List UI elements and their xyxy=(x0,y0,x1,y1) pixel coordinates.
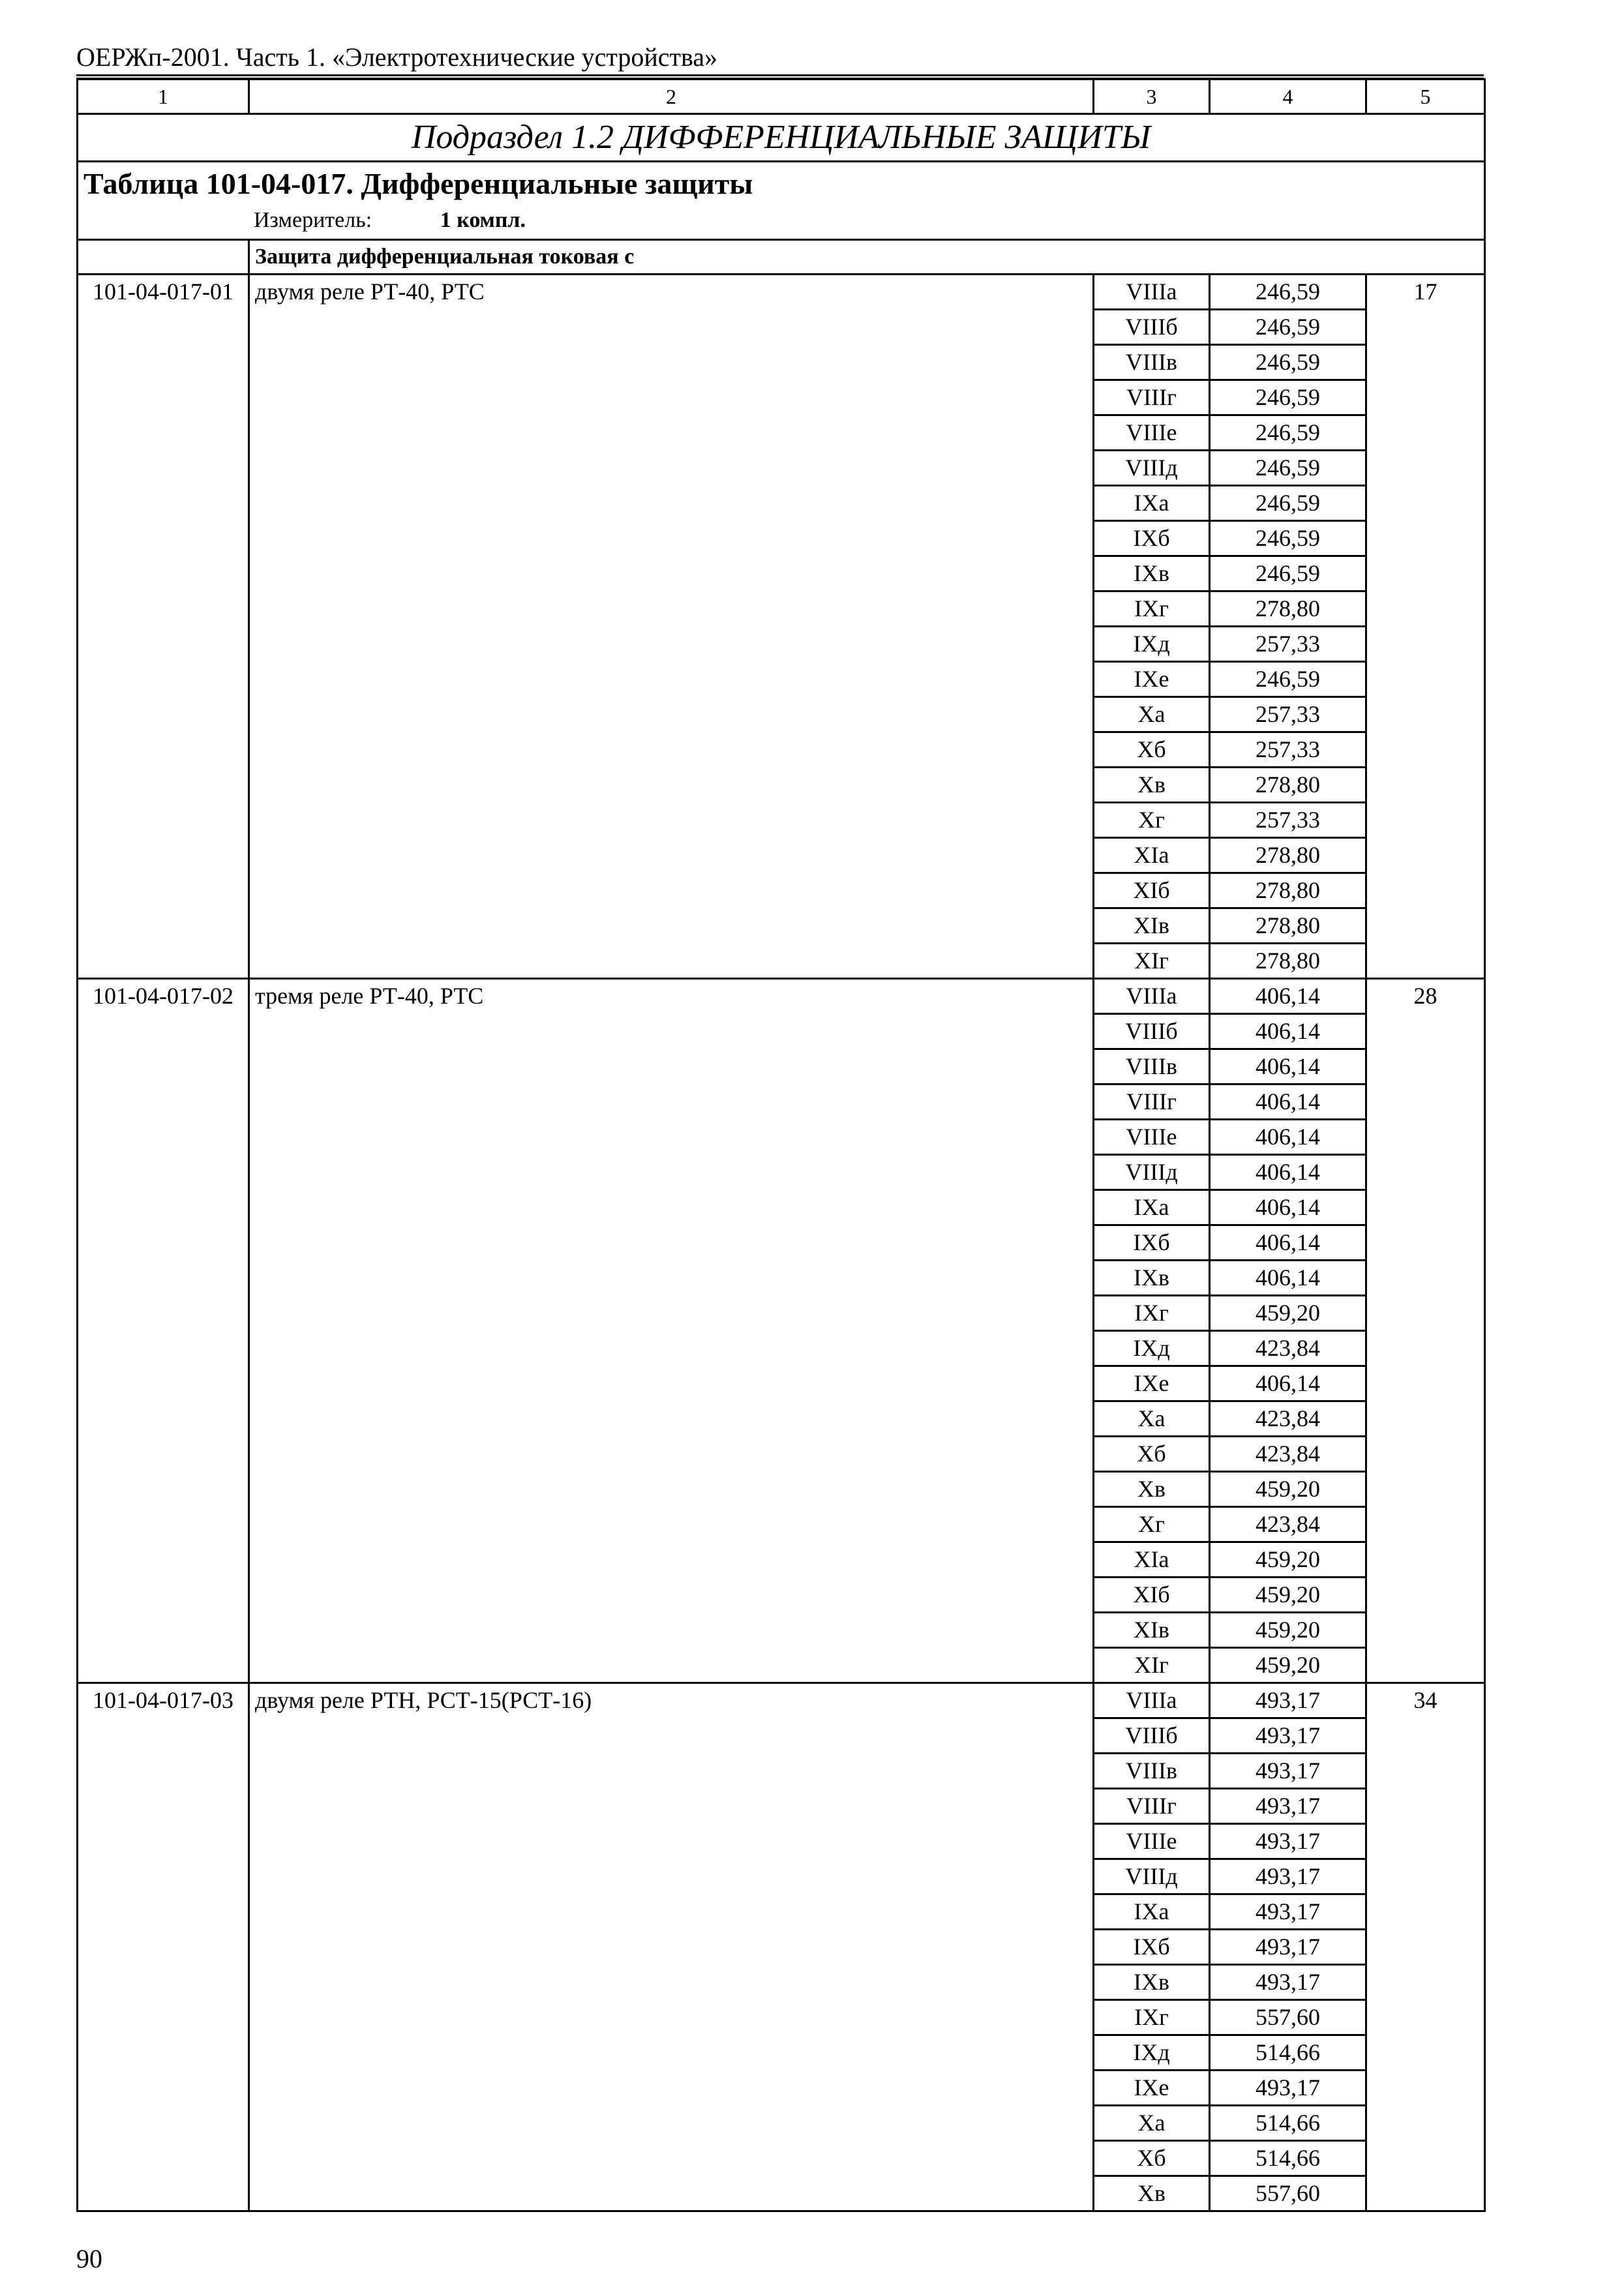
zone-cell: Xв xyxy=(1094,768,1210,803)
zone-cell: Xв xyxy=(1094,2176,1210,2211)
column-number-row xyxy=(78,80,1485,114)
zone-cell: XIа xyxy=(1094,838,1210,873)
zone-cell: VIIIд xyxy=(1094,1155,1210,1190)
price-cell: 459,20 xyxy=(1210,1648,1366,1683)
price-cell: 493,17 xyxy=(1210,1859,1366,1894)
price-cell: 406,14 xyxy=(1210,1261,1366,1296)
zone-cell: VIIIе xyxy=(1094,415,1210,451)
zone-cell: Xв xyxy=(1094,1472,1210,1507)
zone-cell: Xг xyxy=(1094,1507,1210,1542)
rate-cell: 17 xyxy=(1366,275,1485,979)
item-code: 101-04-017-03 xyxy=(78,1683,249,2211)
zone-cell: VIIIб xyxy=(1094,1718,1210,1754)
table-info-row xyxy=(78,162,1485,240)
zone-cell: IXв xyxy=(1094,1965,1210,2000)
zone-cell: IXб xyxy=(1094,1930,1210,1965)
item-description: двумя реле РТН, РСТ-15(РСТ-16) xyxy=(249,1683,1094,2211)
zone-cell: VIIIг xyxy=(1094,380,1210,415)
rate-cell: 34 xyxy=(1366,1683,1485,2211)
column-number: 2 xyxy=(249,80,1094,114)
price-cell: 257,33 xyxy=(1210,732,1366,768)
price-cell: 493,17 xyxy=(1210,1683,1366,1718)
price-cell: 246,59 xyxy=(1210,415,1366,451)
zone-cell: IXг xyxy=(1094,591,1210,627)
price-cell: 406,14 xyxy=(1210,1085,1366,1120)
zone-cell: IXа xyxy=(1094,486,1210,521)
price-cell: 493,17 xyxy=(1210,1824,1366,1859)
zone-cell: VIIIг xyxy=(1094,1789,1210,1824)
rate-cell: 28 xyxy=(1366,979,1485,1683)
price-cell: 493,17 xyxy=(1210,1718,1366,1754)
price-cell: 423,84 xyxy=(1210,1507,1366,1542)
price-cell: 423,84 xyxy=(1210,1437,1366,1472)
zone-cell: XIб xyxy=(1094,1578,1210,1613)
price-cell: 406,14 xyxy=(1210,1366,1366,1401)
price-cell: 493,17 xyxy=(1210,1789,1366,1824)
price-cell: 493,17 xyxy=(1210,1965,1366,2000)
zone-cell: VIIIб xyxy=(1094,1014,1210,1049)
zone-cell: VIIIа xyxy=(1094,275,1210,310)
price-cell: 246,59 xyxy=(1210,275,1366,310)
zone-cell: VIIIд xyxy=(1094,451,1210,486)
price-cell: 278,80 xyxy=(1210,768,1366,803)
zone-cell: Xа xyxy=(1094,1401,1210,1437)
price-cell: 459,20 xyxy=(1210,1296,1366,1331)
page-number: 90 xyxy=(76,2244,102,2273)
price-cell: 493,17 xyxy=(1210,2071,1366,2106)
price-cell: 459,20 xyxy=(1210,1578,1366,1613)
price-cell: 246,59 xyxy=(1210,345,1366,380)
price-cell: 278,80 xyxy=(1210,591,1366,627)
price-cell: 557,60 xyxy=(1210,2176,1366,2211)
zone-cell: VIIIг xyxy=(1094,1085,1210,1120)
zone-cell: Xб xyxy=(1094,1437,1210,1472)
price-cell: 278,80 xyxy=(1210,873,1366,908)
price-cell: 257,33 xyxy=(1210,697,1366,732)
subsection-row xyxy=(78,114,1485,162)
price-cell: 246,59 xyxy=(1210,486,1366,521)
price-cell: 246,59 xyxy=(1210,380,1366,415)
price-cell: 514,66 xyxy=(1210,2106,1366,2141)
price-cell: 406,14 xyxy=(1210,1225,1366,1261)
rates-table xyxy=(76,78,1486,2212)
price-cell: 493,17 xyxy=(1210,1930,1366,1965)
measure-label: Измеритель: xyxy=(254,208,372,232)
zone-cell: IXг xyxy=(1094,2000,1210,2035)
subsection-title: Подраздел 1.2 ДИФФЕРЕНЦИАЛЬНЫЕ ЗАЩИТЫ xyxy=(78,114,1485,162)
price-cell: 246,59 xyxy=(1210,451,1366,486)
zone-cell: IXд xyxy=(1094,2035,1210,2071)
document-header: ОЕРЖп-2001. Часть 1. «Электротехнические устройства» xyxy=(76,42,718,72)
price-cell: 459,20 xyxy=(1210,1472,1366,1507)
item-code: 101-04-017-02 xyxy=(78,979,249,1683)
zone-cell: Xг xyxy=(1094,803,1210,838)
zone-cell: XIг xyxy=(1094,1648,1210,1683)
price-cell: 514,66 xyxy=(1210,2141,1366,2176)
zone-cell: IXв xyxy=(1094,1261,1210,1296)
zone-cell: IXв xyxy=(1094,556,1210,591)
zone-cell: VIIIа xyxy=(1094,979,1210,1014)
zone-cell: VIIIб xyxy=(1094,310,1210,345)
column-number: 5 xyxy=(1366,80,1485,114)
zone-cell: XIв xyxy=(1094,1613,1210,1648)
zone-cell: VIIIв xyxy=(1094,1049,1210,1085)
price-cell: 459,20 xyxy=(1210,1542,1366,1578)
price-cell: 493,17 xyxy=(1210,1894,1366,1930)
price-cell: 423,84 xyxy=(1210,1401,1366,1437)
zone-cell: Xа xyxy=(1094,697,1210,732)
zone-cell: VIIIв xyxy=(1094,1754,1210,1789)
price-cell: 406,14 xyxy=(1210,1049,1366,1085)
zone-cell: IXб xyxy=(1094,521,1210,556)
table-info xyxy=(78,162,1485,240)
zone-cell: IXе xyxy=(1094,2071,1210,2106)
zone-cell: XIа xyxy=(1094,1542,1210,1578)
table-row xyxy=(78,979,1485,1014)
measure-value: 1 компл. xyxy=(440,208,526,232)
table-row xyxy=(78,275,1485,310)
price-cell: 514,66 xyxy=(1210,2035,1366,2071)
group-code-cell xyxy=(78,240,249,275)
zone-cell: IXа xyxy=(1094,1190,1210,1225)
zone-cell: IXе xyxy=(1094,662,1210,697)
price-cell: 406,14 xyxy=(1210,1120,1366,1155)
price-cell: 557,60 xyxy=(1210,2000,1366,2035)
price-cell: 246,59 xyxy=(1210,662,1366,697)
zone-cell: IXб xyxy=(1094,1225,1210,1261)
zone-cell: XIб xyxy=(1094,873,1210,908)
price-cell: 257,33 xyxy=(1210,803,1366,838)
price-cell: 246,59 xyxy=(1210,521,1366,556)
price-cell: 406,14 xyxy=(1210,1155,1366,1190)
header-rule xyxy=(76,74,1484,76)
column-number: 1 xyxy=(78,80,249,114)
table-row xyxy=(78,1683,1485,1718)
item-code: 101-04-017-01 xyxy=(78,275,249,979)
price-cell: 406,14 xyxy=(1210,979,1366,1014)
item-description: двумя реле РТ-40, РТС xyxy=(249,275,1094,979)
price-cell: 423,84 xyxy=(1210,1331,1366,1366)
price-cell: 246,59 xyxy=(1210,556,1366,591)
zone-cell: VIIIв xyxy=(1094,345,1210,380)
zone-cell: Xб xyxy=(1094,732,1210,768)
zone-cell: IXа xyxy=(1094,1894,1210,1930)
price-cell: 459,20 xyxy=(1210,1613,1366,1648)
item-description: тремя реле РТ-40, РТС xyxy=(249,979,1094,1683)
group-label: Защита дифференциальная токовая с xyxy=(249,240,1485,275)
table-title: Таблица 101-04-017. Дифференциальные защиты xyxy=(83,167,753,200)
price-cell: 278,80 xyxy=(1210,908,1366,944)
measure-line xyxy=(83,205,1484,235)
zone-cell: IXд xyxy=(1094,627,1210,662)
zone-cell: IXг xyxy=(1094,1296,1210,1331)
zone-cell: Xб xyxy=(1094,2141,1210,2176)
zone-cell: VIIIд xyxy=(1094,1859,1210,1894)
price-cell: 278,80 xyxy=(1210,944,1366,979)
zone-cell: XIв xyxy=(1094,908,1210,944)
zone-cell: IXд xyxy=(1094,1331,1210,1366)
column-number: 4 xyxy=(1210,80,1366,114)
zone-cell: Xа xyxy=(1094,2106,1210,2141)
price-cell: 493,17 xyxy=(1210,1754,1366,1789)
zone-cell: VIIIе xyxy=(1094,1120,1210,1155)
price-cell: 257,33 xyxy=(1210,627,1366,662)
group-row xyxy=(78,240,1485,275)
zone-cell: VIIIа xyxy=(1094,1683,1210,1718)
price-cell: 278,80 xyxy=(1210,838,1366,873)
zone-cell: IXе xyxy=(1094,1366,1210,1401)
price-cell: 406,14 xyxy=(1210,1190,1366,1225)
price-cell: 406,14 xyxy=(1210,1014,1366,1049)
zone-cell: VIIIе xyxy=(1094,1824,1210,1859)
zone-cell: XIг xyxy=(1094,944,1210,979)
price-cell: 246,59 xyxy=(1210,310,1366,345)
column-number: 3 xyxy=(1094,80,1210,114)
